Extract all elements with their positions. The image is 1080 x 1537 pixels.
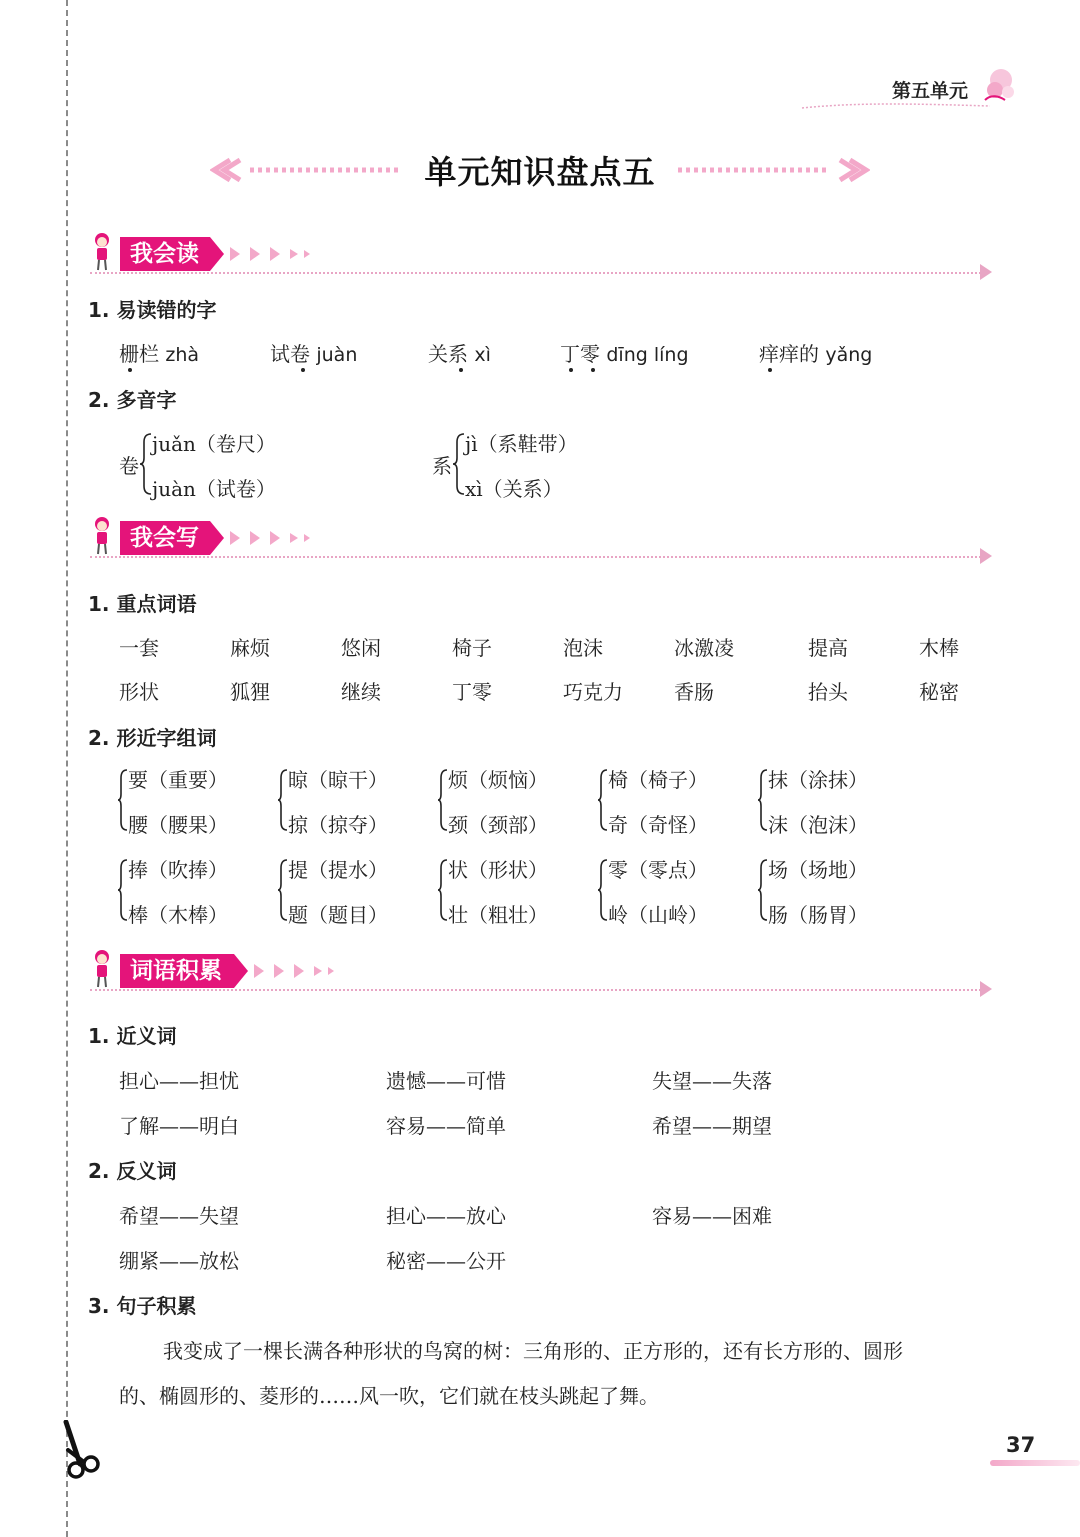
antonym-pair: 秘密——公开	[386, 1249, 506, 1273]
key-word: 狐狸	[230, 680, 270, 704]
girl-icon	[90, 232, 114, 272]
char-pair: 要（重要） 腰（腰果）	[118, 764, 258, 834]
char-pair: 捧（吹捧） 棒（木棒）	[118, 854, 258, 924]
girl-icon	[90, 516, 114, 556]
section-tag-accumulation: 词语积累	[130, 958, 222, 984]
flower-icon	[975, 64, 1019, 108]
section-header-accumulation	[90, 949, 990, 995]
section-tag-read: 我会读	[130, 241, 199, 267]
brace	[438, 858, 448, 922]
brace	[140, 432, 152, 496]
poly-reading: jì（系鞋带）	[465, 432, 578, 456]
misread-word: 关系 xì	[428, 338, 491, 367]
char-pair: 椅（椅子） 奇（奇怪）	[598, 764, 738, 834]
brace	[453, 432, 465, 496]
synonym-pair: 希望——期望	[652, 1114, 772, 1138]
title-row	[210, 140, 870, 196]
section-tag-write: 我会写	[130, 525, 199, 551]
char-pair: 场（场地） 肠（肠胃）	[758, 854, 898, 924]
subheading: 2. 形近字组词	[88, 726, 217, 750]
section-rule	[90, 989, 985, 991]
key-word: 椅子	[452, 636, 492, 660]
misread-word: 痒痒的 yǎng	[759, 338, 872, 367]
girl-icon	[90, 949, 114, 989]
page-number: 37	[1006, 1433, 1036, 1457]
brace	[118, 858, 128, 922]
poly-char: 系	[432, 454, 452, 478]
rule-arrow-icon	[980, 981, 992, 997]
poly-char: 卷	[119, 454, 139, 478]
rule-arrow-icon	[980, 548, 992, 564]
char-pair: 烦（烦恼） 颈（颈部）	[438, 764, 578, 834]
key-word: 丁零	[452, 680, 492, 704]
brace	[278, 768, 288, 832]
key-word: 麻烦	[230, 636, 270, 660]
antonym-pair: 担心——放心	[386, 1204, 506, 1228]
brace	[758, 768, 768, 832]
subheading: 2. 多音字	[88, 388, 177, 412]
section-header-write	[90, 516, 990, 562]
brace	[598, 858, 608, 922]
poly-reading: juǎn（卷尺）	[152, 432, 276, 456]
antonym-pair: 绷紧——放松	[119, 1249, 239, 1273]
key-word: 一套	[119, 636, 159, 660]
synonym-pair: 了解——明白	[119, 1114, 239, 1138]
char-pair: 状（形状） 壮（粗壮）	[438, 854, 578, 924]
key-word: 抬头	[808, 680, 848, 704]
key-word: 继续	[341, 680, 381, 704]
key-word: 冰激凌	[674, 636, 734, 660]
synonym-pair: 遗憾——可惜	[386, 1069, 506, 1093]
sentence-line: 的、椭圆形的、菱形的……风一吹，它们就在枝头跳起了舞。	[119, 1384, 659, 1408]
key-word: 巧克力	[563, 680, 623, 704]
synonym-pair: 担心——担忧	[119, 1069, 239, 1093]
section-rule	[90, 556, 985, 558]
sentence-line: 我变成了一棵长满各种形状的鸟窝的树：三角形的、正方形的，还有长方形的、圆形	[163, 1339, 903, 1363]
brace	[438, 768, 448, 832]
subheading: 2. 反义词	[88, 1159, 177, 1183]
misread-word: 丁零 dīng líng	[560, 338, 689, 367]
char-pair: 晾（晾干） 掠（掠夺）	[278, 764, 418, 834]
cut-line	[66, 0, 68, 1537]
key-word: 香肠	[674, 680, 714, 704]
key-word: 秘密	[919, 680, 959, 704]
rule-arrow-icon	[980, 264, 992, 280]
brace	[118, 768, 128, 832]
key-word: 泡沫	[563, 636, 603, 660]
section-rule	[90, 272, 985, 274]
synonym-pair: 容易——简单	[386, 1114, 506, 1138]
section-header-read	[90, 232, 990, 278]
antonym-pair: 容易——困难	[652, 1204, 772, 1228]
synonym-pair: 失望——失落	[652, 1069, 772, 1093]
poly-reading: xì（关系）	[465, 477, 563, 501]
page-title: 单元知识盘点五	[424, 153, 656, 191]
key-word: 提高	[808, 636, 848, 660]
page-number-bar	[990, 1458, 1080, 1468]
char-pair: 零（零点） 岭（山岭）	[598, 854, 738, 924]
subheading: 1. 易读错的字	[88, 298, 217, 322]
antonym-pair: 希望——失望	[119, 1204, 239, 1228]
subheading: 1. 近义词	[88, 1024, 177, 1048]
brace	[598, 768, 608, 832]
key-word: 悠闲	[341, 636, 381, 660]
char-pair: 抹（涂抹） 沫（泡沫）	[758, 764, 898, 834]
char-pair: 提（提水） 题（题目）	[278, 854, 418, 924]
brace	[758, 858, 768, 922]
brace	[278, 858, 288, 922]
key-word: 形状	[119, 680, 159, 704]
misread-word: 栅栏 zhà	[119, 338, 199, 367]
subheading: 3. 句子积累	[88, 1294, 197, 1318]
misread-word: 试卷 juàn	[270, 338, 357, 367]
unit-label: 第五单元	[891, 80, 968, 102]
poly-reading: juàn（试卷）	[152, 477, 276, 501]
scissors-icon	[54, 1420, 102, 1480]
key-word: 木棒	[919, 636, 959, 660]
subheading: 1. 重点词语	[88, 592, 197, 616]
